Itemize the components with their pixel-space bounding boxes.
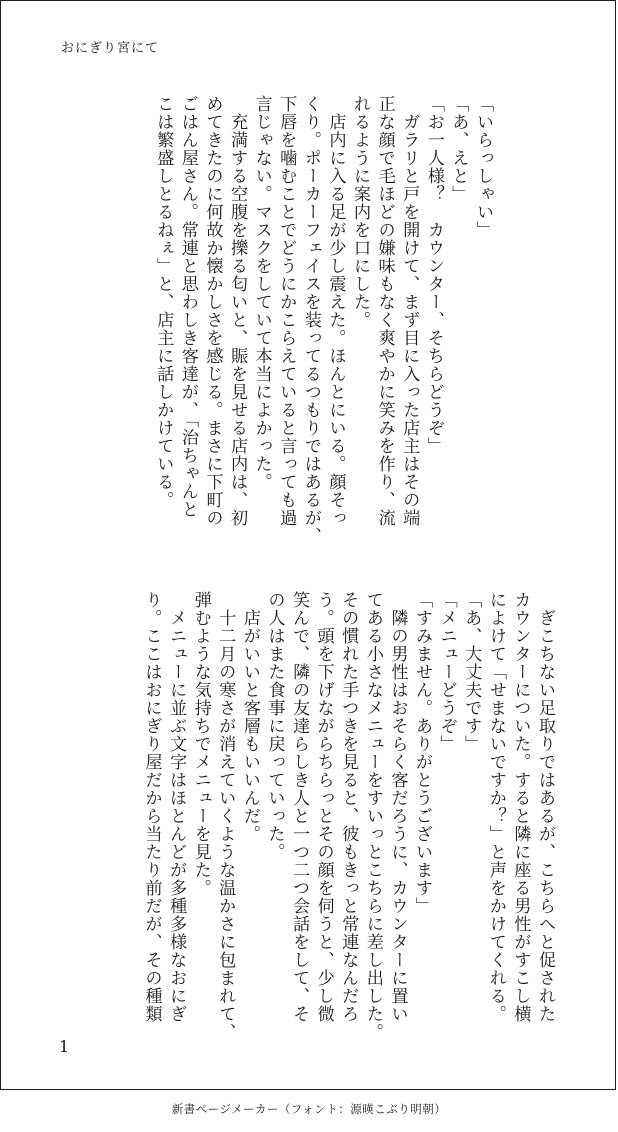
text-line: ごはん屋さん。常連と思わしき客達が、「治ちゃんと	[177, 95, 198, 519]
text-line: めてきたのに何故か懐かしさを感じる。まさに下町の	[202, 95, 223, 527]
text-line: 「メニューどうぞ」	[436, 591, 457, 753]
text-line: 充満する空腹を擽る匂いと、賑を見せる店内は、初	[227, 95, 248, 527]
text-line: れるように案内を口にした。	[350, 95, 371, 329]
text-block-lower	[139, 591, 557, 1041]
text-line: メニューに並ぶ文字はほとんどが多種多様なおにぎ	[166, 591, 187, 1023]
text-line: こは繁盛しとるねぇ」と、店主に話しかけている。	[153, 95, 174, 509]
text-line: 正な顔で毛ほどの嫌味もなく爽やかに笑みを作り、流	[374, 95, 395, 527]
text-line: 十二月の寒さが消えていくような温かさに包まれて、	[215, 591, 236, 1041]
text-line: 下唇を噛むことでどうにかこらえていると言っても過	[276, 95, 297, 527]
text-line: 弾むような気持ちでメニューを見た。	[190, 591, 211, 897]
text-block-upper	[151, 95, 495, 545]
text-line: カウンターについた。すると隣に座る男性がすこし横	[510, 591, 531, 1023]
text-line: によけて「せまないですか？」と声をかけてくれる。	[485, 591, 506, 1023]
text-line: 隣の男性はおそらく客だろうに、カウンターに置い	[387, 591, 408, 1023]
text-line: の人はまた食事に戻っていった。	[264, 591, 285, 861]
text-line: 言じゃない。マスクをしていて本当によかった。	[251, 95, 272, 491]
text-line: その慣れた手つきを見ると、彼もきっと常連なんだろ	[338, 591, 359, 1023]
text-line: 店がいいと客層もいいんだ。	[239, 591, 260, 843]
page-number: 1	[59, 1037, 70, 1056]
text-line: 「すみません。ありがとうございます」	[412, 591, 433, 915]
running-header-title: おにぎり宮にて	[61, 41, 160, 56]
text-line: 笑んで、隣の友達らしき人と一つ二つ会話をして、そ	[289, 591, 310, 1023]
text-line: 「お一人様？ カウンター、そちらどうぞ」	[423, 95, 444, 455]
text-line: 「あ、大丈夫です」	[461, 591, 482, 753]
text-line: くり。ポーカーフェイスを装ってるつもりではあるが、	[300, 95, 321, 545]
text-line: ガラリと戸を開けて、まず目に入った店主はその端	[399, 95, 420, 527]
text-line: 「いらっしゃい」	[473, 95, 493, 239]
text-line: 店内に入る足が少し震えた。ほんとにいる。顔そっ	[325, 95, 346, 527]
text-line: 「あ、えと」	[448, 95, 469, 203]
text-line: ぎこちない足取りではあるが、こちらへと促された	[535, 591, 555, 1023]
text-line: り。ここはおにぎり屋だから当たり前だが、その種類	[141, 591, 162, 1023]
footer-credit: 新書ページメーカー（フォント：源暎こぶり明朝）	[171, 1102, 447, 1116]
text-line: う。頭を下げながらちらっとその顔を伺うと、少し微	[313, 591, 334, 1023]
text-line: てある小さなメニューをすいっとこちらに差し出した。	[362, 591, 383, 1041]
